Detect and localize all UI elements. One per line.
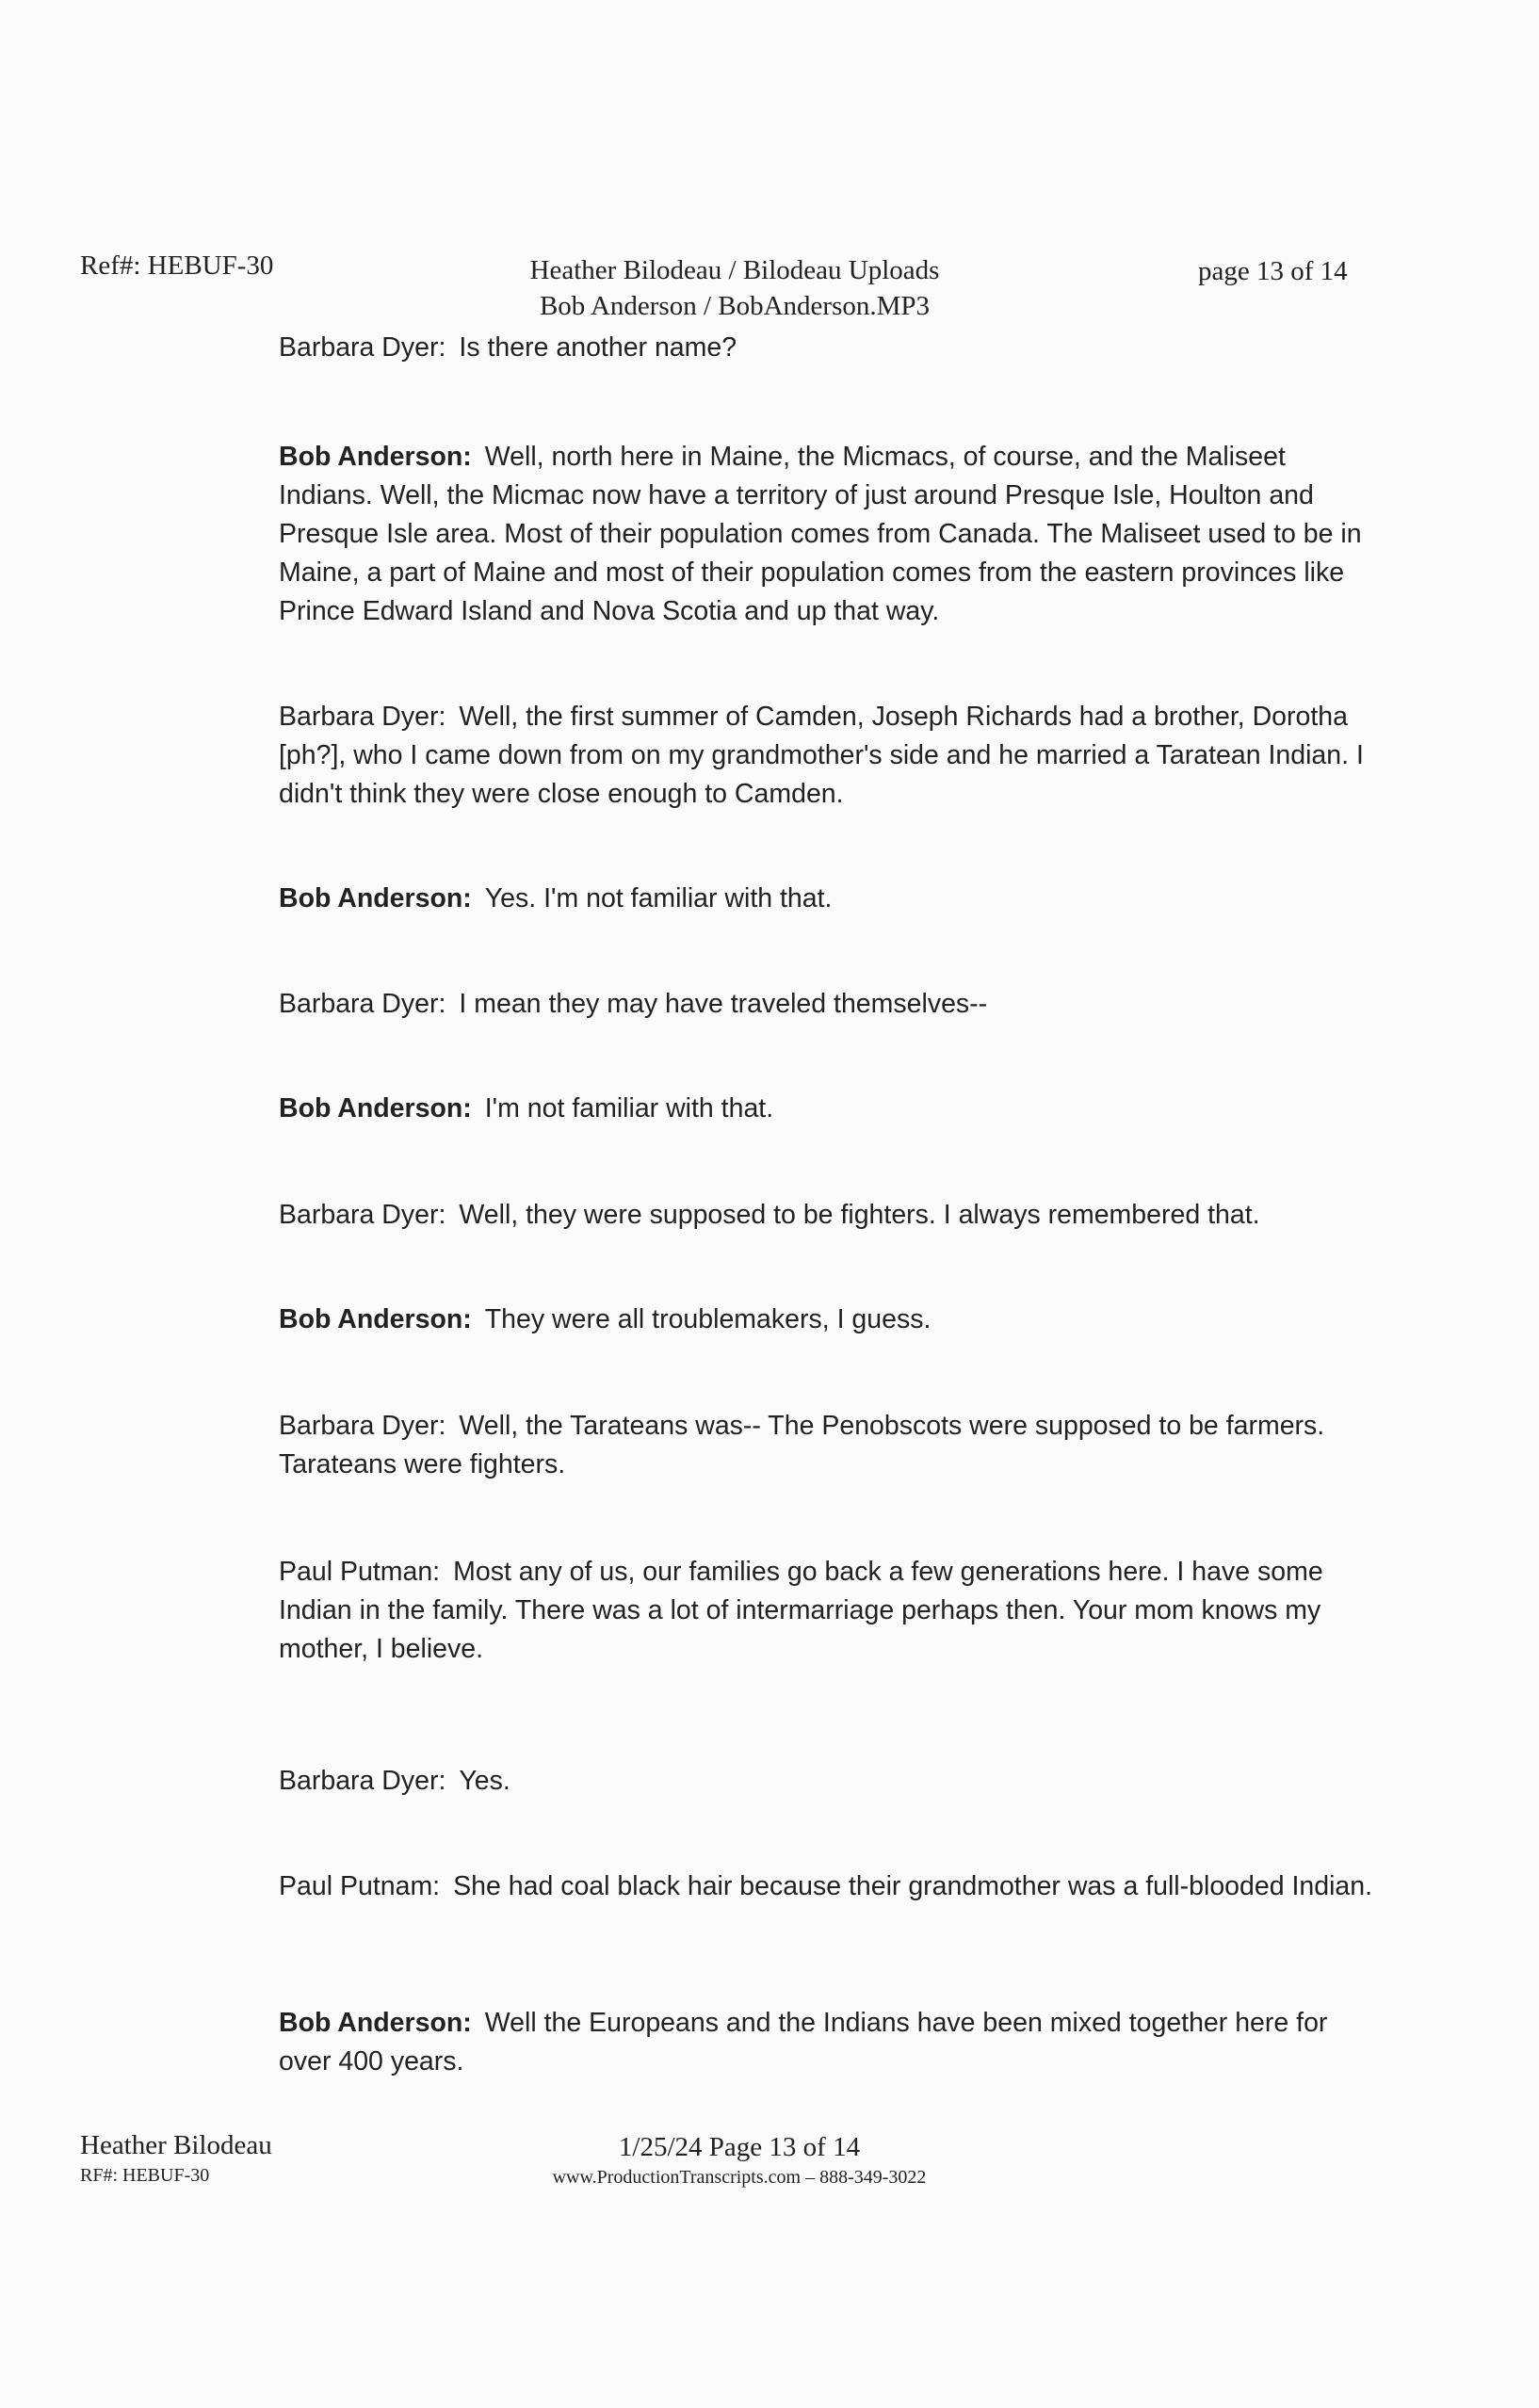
speaker-label: Barbara Dyer: — [279, 702, 446, 732]
transcript-turn — [279, 1407, 1381, 1484]
turn-text: Well the Europeans and the Indians have been mixed together here for over 400 years. — [279, 2008, 1328, 2077]
speaker-label: Bob Anderson: — [279, 1093, 472, 1123]
turn-text: Well, the Tarateans was-- The Penobscots were supposed to be farmers. Tarateans were fighters. — [279, 1411, 1325, 1479]
footer-ref: RF#: HEBUF-30 — [80, 2165, 210, 2186]
speaker-label: Barbara Dyer: — [279, 1411, 446, 1441]
turn-text: Is there another name? — [459, 332, 737, 363]
turn-text: I mean they may have traveled themselves-- — [459, 989, 988, 1019]
turn-text: They were all troublemakers, I guess. — [484, 1304, 932, 1334]
transcript-turn — [279, 2004, 1381, 2081]
header-line-2: Bob Anderson / BobAnderson.MP3 — [539, 291, 931, 321]
speaker-label: Paul Putnam: — [279, 1871, 441, 1901]
transcript-turn — [279, 1301, 1381, 1339]
transcript-turn — [279, 1090, 1381, 1128]
footer-author: Heather Bilodeau — [80, 2130, 272, 2160]
transcript-turn — [279, 880, 1381, 918]
transcript-turn — [279, 438, 1381, 631]
speaker-label: Bob Anderson: — [279, 2008, 472, 2038]
transcript-turn — [279, 1762, 1381, 1801]
speaker-label: Barbara Dyer: — [279, 332, 446, 363]
speaker-label: Barbara Dyer: — [279, 989, 446, 1019]
turn-text: Well, they were supposed to be fighters. I always remembered that. — [459, 1200, 1260, 1230]
footer-left — [80, 2130, 272, 2187]
header-line-1: Heather Bilodeau / Bilodeau Uploads — [529, 255, 940, 285]
header-page-number: page 13 of 14 — [1198, 256, 1348, 286]
turn-text: Yes. — [459, 1766, 510, 1796]
header-ref: Ref#: HEBUF-30 — [80, 250, 274, 281]
transcript-turn — [279, 985, 1381, 1024]
speaker-label: Paul Putman: — [279, 1557, 441, 1587]
footer-center — [490, 2132, 989, 2189]
turn-text: She had coal black hair because their grandmother was a full-blooded Indian. — [453, 1871, 1373, 1901]
speaker-label: Barbara Dyer: — [279, 1766, 446, 1796]
turn-text: Most any of us, our families go back a few generations here. I have some Indian in the family. There was a lot of intermarriage perhaps then. Your mom knows my mother, I believe. — [279, 1557, 1323, 1664]
turn-text: Well, north here in Maine, the Micmacs, of course, and the Maliseet Indians. Well, the Micmac now have a territory of just around Presque Isle, Houlton and Presque Isle area. Most of their population comes from Canada. The Maliseet used to be in Maine, a part of Maine and most of their population comes from the eastern provinces like Prince Edward Island and Nova Scotia and up that way. — [279, 442, 1362, 626]
turn-text: I'm not familiar with that. — [484, 1093, 774, 1123]
transcript-turn — [279, 1196, 1381, 1235]
footer-website: www.ProductionTranscripts.com – 888-349-3022 — [552, 2167, 927, 2188]
header-title — [490, 252, 980, 324]
transcript-turn — [279, 698, 1381, 814]
turn-text: Yes. I'm not familiar with that. — [484, 883, 833, 913]
turn-text: Well, the first summer of Camden, Joseph Richards had a brother, Dorotha [ph?], who I came down from on my grandmother's side and he married a Taratean Indian. I didn't think they were close enough to Camden. — [279, 702, 1364, 809]
footer-date-page: 1/25/24 Page 13 of 14 — [618, 2132, 861, 2162]
speaker-label: Barbara Dyer: — [279, 1200, 446, 1230]
speaker-label: Bob Anderson: — [279, 1304, 472, 1334]
transcript-turn — [279, 1867, 1381, 1906]
speaker-label: Bob Anderson: — [279, 883, 472, 913]
transcript-turn — [279, 1553, 1381, 1669]
speaker-label: Bob Anderson: — [279, 442, 472, 472]
transcript-turn — [279, 329, 1381, 367]
